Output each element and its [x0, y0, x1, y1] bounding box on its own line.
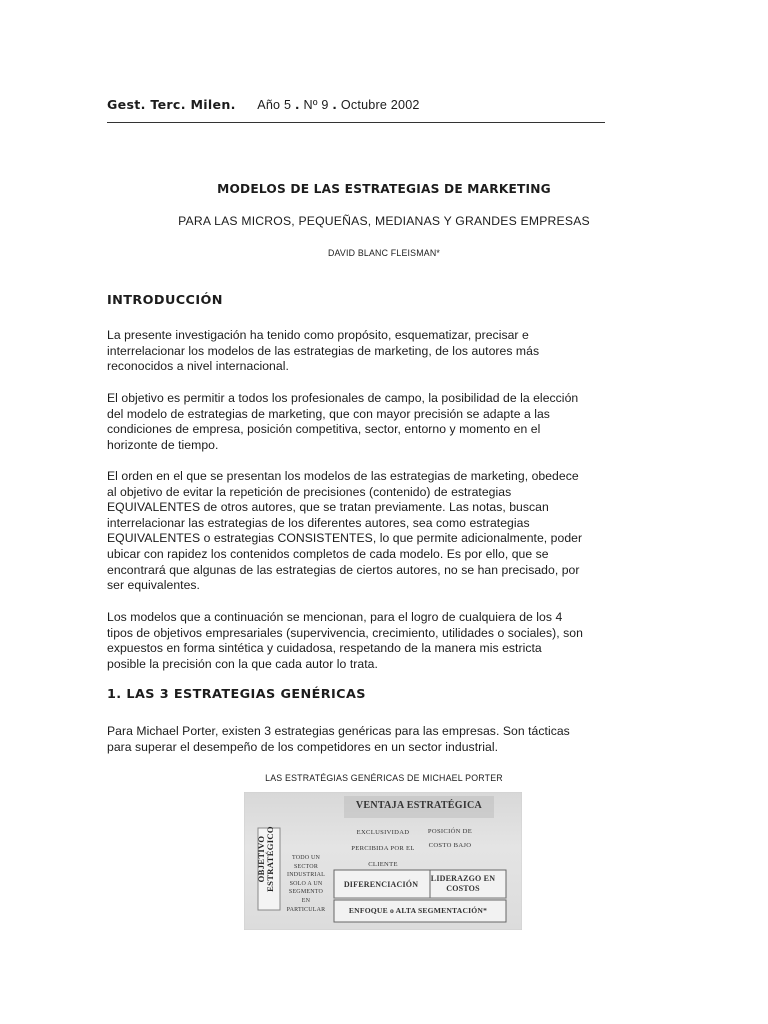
intro-paragraph-4 [107, 610, 667, 672]
text-line: TODO UN [291, 855, 321, 861]
text-line: CLIENTE [368, 861, 398, 868]
figure-enfoque-box: ENFOQUE o ALTA SEGMENTACIÓN* [348, 906, 488, 915]
porter-strategies-figure [244, 792, 522, 930]
journal-header [107, 96, 605, 123]
intro-paragraph-3 [107, 469, 667, 594]
figure-caption: LAS ESTRATÉGIAS GENÉRICAS DE MICHAEL PORTER [265, 773, 503, 783]
text-line: POSICIÓN DE [427, 828, 473, 835]
text-line: del modelo de estrategias de marketing, que con mayor precisión se adapte a las [107, 406, 550, 421]
text-line: INDUSTRIAL [287, 872, 325, 879]
text-line: posible la precisión con la que cada autor lo trata. [107, 656, 378, 671]
text-line: condiciones de empresa, posición competitiva, sector, entorno y momento en el [107, 422, 541, 437]
text-line: EXCLUSIVIDAD [356, 829, 410, 836]
separator-dot: . [295, 96, 300, 113]
issue-year: Año 5 [257, 98, 292, 112]
text-line: SECTOR [293, 863, 319, 870]
text-line: expuestos en forma sintética y cuidadosa, respetando de la manera mis estricta [107, 641, 542, 656]
text-line: LIDERAZGO EN [430, 874, 496, 883]
text-line: interrelacionar los modelos de las estrategias de marketing, de los autores más [107, 343, 540, 358]
figure-ventaja-label: VENTAJA ESTRATÉGICA [355, 800, 483, 811]
text-line: COSTO BAJO [428, 842, 472, 849]
text-line: reconocidos a nivel internacional. [107, 359, 289, 374]
text-line: ser equivalentes. [107, 578, 200, 593]
section-1-paragraph [107, 724, 667, 755]
separator-dot: . [332, 96, 337, 113]
text-line: PERCIBIDA POR EL [351, 845, 415, 852]
section-1-heading: 1. LAS 3 ESTRATEGIAS GENÉRICAS [107, 687, 366, 702]
figure-objetivo-label [257, 821, 275, 897]
text-line: COSTOS [446, 884, 480, 893]
text-line: encontrará que algunas de las estrategias de ciertos autores, no se han precisado, por [107, 562, 580, 577]
article-subtitle: PARA LAS MICROS, PEQUEÑAS, MEDIANAS Y GRANDES EMPRESAS [178, 214, 590, 228]
figure-liderazgo-box [428, 874, 498, 894]
text-line: SEGMENTO [288, 889, 324, 896]
figure-exclusividad-label [338, 825, 428, 873]
text-line: La presente investigación ha tenido como propósito, esquematizar, precisar e [107, 328, 529, 342]
text-line: tipos de objetivos empresariales (supervivencia, crecimiento, utilidades o sociales), son [107, 625, 583, 640]
figure-costo-label [420, 825, 480, 853]
intro-paragraph-1 [107, 328, 667, 375]
text-line: SOLO A UN [289, 880, 323, 887]
text-line: PARTICULAR [286, 906, 326, 913]
article-author: DAVID BLANC FLEISMAN* [327, 248, 441, 258]
text-line: al objetivo de evitar la repetición de precisiones (contenido) de estrategias [107, 484, 512, 499]
text-line: El objetivo es permitir a todos los profesionales de campo, la posibilidad de la elección [107, 391, 579, 405]
issue-date: Octubre 2002 [340, 98, 420, 112]
text-line: ESTRATÉGICO [265, 826, 275, 892]
issue-number: Nº 9 [303, 98, 329, 112]
text-line: OBJETIVO [256, 835, 266, 883]
text-line: El orden en el que se presentan los modelos de las estrategias de marketing, obedece [107, 469, 579, 483]
text-line: para superar el desempeño de los competidores en un sector industrial. [107, 739, 499, 754]
text-line: EQUIVALENTES o estrategias CONSISTENTES, lo que permite adicionalmente, poder [107, 531, 583, 546]
text-line: EN [301, 897, 311, 904]
text-line: interrelacionar las estrategias de los diferentes autores, sea como estrategias [107, 515, 530, 530]
figure-diferenciacion-box: DIFERENCIACIÓN [343, 880, 419, 889]
journal-name: Gest. Terc. Milen. [107, 97, 236, 112]
text-line: ubicar con rapidez los contenidos completos de cada modelo. Es por ello, que se [107, 546, 549, 561]
text-line: EQUIVALENTES de otros autores, que se tratan previamente. Las notas, buscan [107, 500, 549, 515]
text-line: horizonte de tiempo. [107, 437, 219, 452]
text-line: Para Michael Porter, existen 3 estrategias genéricas para las empresas. Son tácticas [107, 724, 570, 738]
text-line: Los modelos que a continuación se mencionan, para el logro de cualquiera de los 4 [107, 610, 563, 624]
figure-todo-sector-label [285, 854, 327, 914]
article-title: MODELOS DE LAS ESTRATEGIAS DE MARKETING [217, 182, 551, 196]
intro-heading: INTRODUCCIÓN [107, 293, 223, 308]
intro-paragraph-2 [107, 391, 667, 453]
journal-issue [257, 98, 419, 112]
